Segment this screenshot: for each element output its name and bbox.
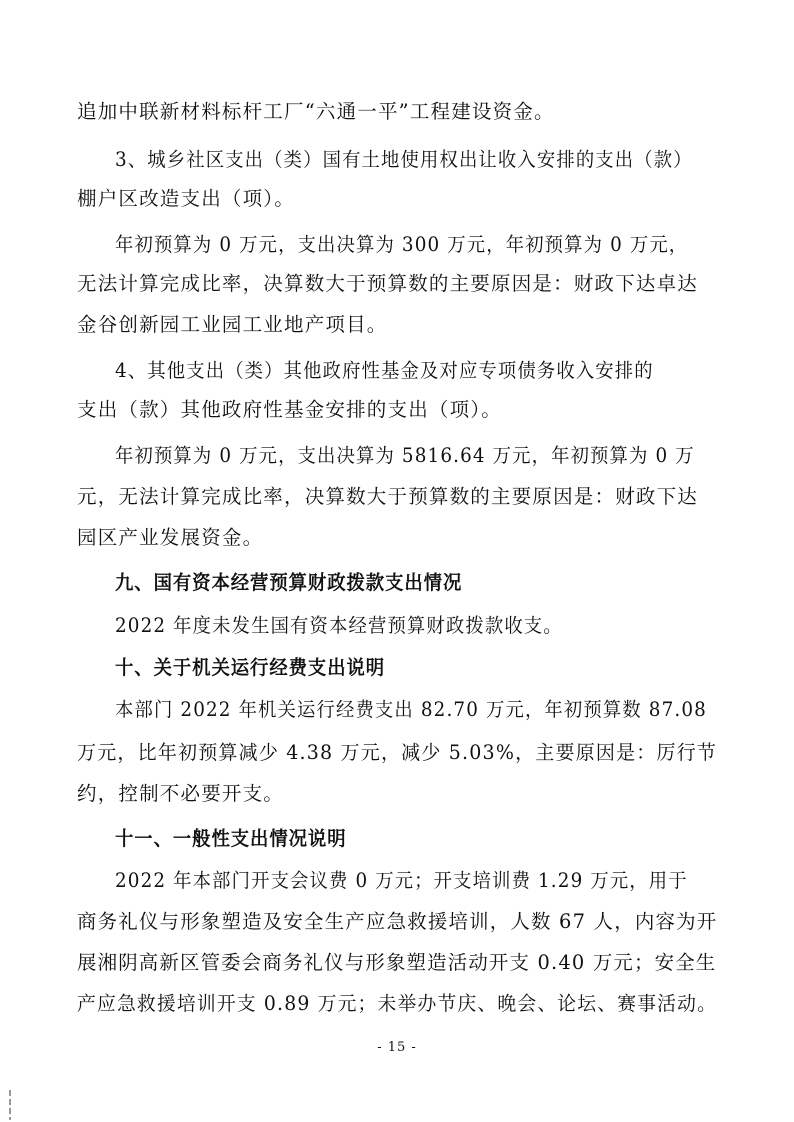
body-text-line: 追加中联新材料标杆工厂“六通一平”工程建设资金。 — [77, 100, 555, 123]
body-text-line: 约，控制不必要开支。 — [77, 782, 285, 805]
body-text-line: 万元，比年初预算减少 4.38 万元，减少 5.03%，主要原因是：厉行节 — [77, 741, 718, 764]
body-text-line: 2022 年本部门开支会议费 0 万元；开支培训费 1.29 万元，用于 — [115, 869, 688, 892]
body-text-line: 2022 年度未发生国有资本经营预算财政拨款收支。 — [115, 614, 563, 637]
body-text-line: 园区产业发展资金。 — [77, 526, 264, 549]
body-text-line: 无法计算完成比率，决算数大于预算数的主要原因是：财政下达卓达 — [77, 272, 699, 295]
body-text-line: 年初预算为 0 万元，支出决算为 300 万元，年初预算为 0 万元， — [115, 233, 689, 256]
body-text-line: 商务礼仪与形象塑造及安全生产应急救援培训，人数 67 人，内容为开 — [77, 910, 718, 933]
body-text-line: 产应急救援培训开支 0.89 万元；未举办节庆、晚会、论坛、赛事活动。 — [77, 992, 718, 1015]
body-text-line: 支出（款）其他政府性基金安排的支出（项）。 — [77, 398, 502, 421]
scan-edge-mark — [9, 1090, 11, 1120]
body-text-line: 棚户区改造支出（项）。 — [77, 187, 295, 210]
body-text-line: 年初预算为 0 万元，支出决算为 5816.64 万元，年初预算为 0 万 — [115, 444, 695, 467]
section-heading-10: 十、关于机关运行经费支出说明 — [115, 656, 386, 679]
section-heading-9: 九、国有资本经营预算财政拨款支出情况 — [115, 571, 463, 594]
body-text-line: 4、其他支出（类）其他政府性基金及对应专项债务收入安排的 — [115, 359, 654, 382]
body-text-line: 元，无法计算完成比率，决算数大于预算数的主要原因是：财政下达 — [77, 485, 699, 508]
body-text-line: 本部门 2022 年机关运行经费支出 82.70 万元，年初预算数 87.08 — [115, 698, 707, 721]
page-number: - 15 - — [377, 1040, 417, 1055]
body-text-line: 展湘阴高新区管委会商务礼仪与形象塑造活动开支 0.40 万元；安全生 — [77, 951, 717, 974]
section-heading-11: 十一、一般性支出情况说明 — [115, 827, 347, 850]
body-text-line: 金谷创新园工业园工业地产项目。 — [77, 313, 388, 336]
body-text-line: 3、城乡社区支出（类）国有土地使用权出让收入安排的支出（款） — [115, 148, 693, 171]
